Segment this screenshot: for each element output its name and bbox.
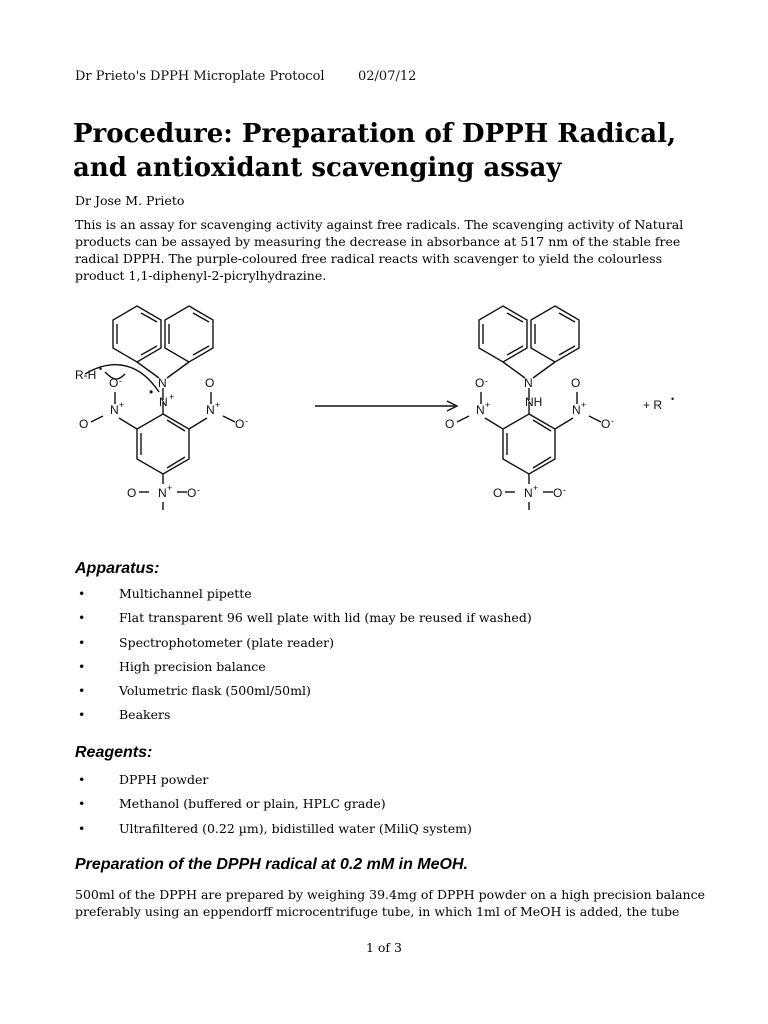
reaction-scheme: [75, 296, 695, 528]
product-nh: NH: [525, 395, 543, 409]
svg-text:•: •: [671, 394, 675, 404]
svg-text:O: O: [601, 417, 611, 431]
list-item: • Spectrophotometer (plate reader): [78, 634, 335, 650]
reagents-list: [75, 772, 472, 845]
author-line: Dr Jose M. Prieto: [75, 193, 185, 208]
svg-text:•: •: [149, 385, 154, 399]
product-radical: + R: [643, 398, 663, 412]
radical-n-left: N: [159, 395, 168, 409]
reagents-heading: Reagents:: [75, 744, 153, 761]
svg-text:N: N: [206, 403, 215, 417]
list-item: • High precision balance: [78, 658, 266, 674]
document-title: Procedure: Preparation of DPPH Radical, and antioxidant scavenging assay: [73, 119, 677, 183]
list-item: • Ultrafiltered (0.22 µm), bidistilled water (MiliQ system): [78, 820, 472, 836]
svg-text:-: -: [197, 485, 200, 495]
dpph-reaction-diagram: [75, 296, 695, 528]
phenyl-ring-left-b: [165, 306, 213, 362]
svg-text:O: O: [127, 486, 137, 500]
svg-text:O: O: [79, 417, 89, 431]
svg-text:+: +: [533, 483, 539, 493]
amine-n-right: N: [524, 376, 533, 390]
svg-text:N: N: [572, 403, 581, 417]
svg-text:-: -: [611, 416, 614, 426]
list-item: • Volumetric flask (500ml/50ml): [78, 683, 311, 699]
picryl-ring-left: [137, 414, 189, 474]
picryl-ring-right: [503, 414, 555, 474]
page-header: [75, 69, 417, 84]
page-number: 1 of 3: [365, 940, 402, 955]
list-item: • Flat transparent 96 well plate with lid (may be reused if washed): [78, 610, 532, 626]
apparatus-heading: Apparatus:: [75, 560, 160, 577]
svg-text:+: +: [167, 483, 173, 493]
header-title: Dr Prieto's DPPH Microplate Protocol: [75, 69, 325, 84]
phenyl-ring-left-a: [113, 306, 161, 362]
amine-n-left: N: [158, 376, 167, 390]
svg-text:+: +: [119, 400, 125, 410]
svg-text:•: •: [99, 364, 103, 374]
svg-text:-: -: [485, 376, 488, 386]
svg-text:O: O: [553, 486, 563, 500]
header-date: 02/07/12: [358, 69, 417, 84]
svg-text:N: N: [476, 403, 485, 417]
list-item: • Beakers: [78, 707, 171, 723]
svg-text:O: O: [187, 486, 197, 500]
svg-text:+: +: [215, 400, 221, 410]
phenyl-ring-right-a: [479, 306, 527, 362]
svg-text:O: O: [571, 376, 581, 390]
preparation-paragraph: 500ml of the DPPH are prepared by weighing 39.4mg of DPPH powder on a high precision balance preferably using an eppendorff microcentrifuge tube, in which 1ml of MeOH is added, the tube: [75, 887, 705, 919]
svg-text:O: O: [235, 417, 245, 431]
svg-text:O: O: [493, 486, 503, 500]
list-item: • Multichannel pipette: [78, 586, 252, 601]
svg-text:+: +: [485, 400, 491, 410]
preparation-heading: Preparation of the DPPH radical at 0.2 mM in MeOH.: [75, 856, 468, 873]
svg-text:N: N: [524, 486, 533, 500]
apparatus-list: [75, 586, 532, 732]
svg-text:+: +: [169, 392, 175, 402]
intro-paragraph: This is an assay for scavenging activity against free radicals. The scavenging activity of Natural products can be assayed by measuring the decrease in absorbance at 517 nm of the stable free radical DPPH. The purple-coloured free radical reacts with scavenger to yield the colourless product 1,1-diphenyl-2-picrylhydrazine.: [75, 217, 684, 283]
svg-text:-: -: [563, 485, 566, 495]
svg-text:+: +: [581, 400, 587, 410]
svg-text:O: O: [475, 376, 485, 390]
list-item: • Methanol (buffered or plain, HPLC grade): [78, 796, 386, 812]
reactant-rh: R-H: [75, 368, 97, 382]
phenyl-ring-right-b: [531, 306, 579, 362]
svg-text:O: O: [445, 417, 455, 431]
svg-text:N: N: [110, 403, 119, 417]
list-item: • DPPH powder: [78, 772, 209, 787]
svg-text:-: -: [119, 376, 122, 386]
svg-text:N: N: [158, 486, 167, 500]
svg-text:O: O: [109, 376, 119, 390]
svg-text:O: O: [205, 376, 215, 390]
svg-text:-: -: [245, 416, 248, 426]
